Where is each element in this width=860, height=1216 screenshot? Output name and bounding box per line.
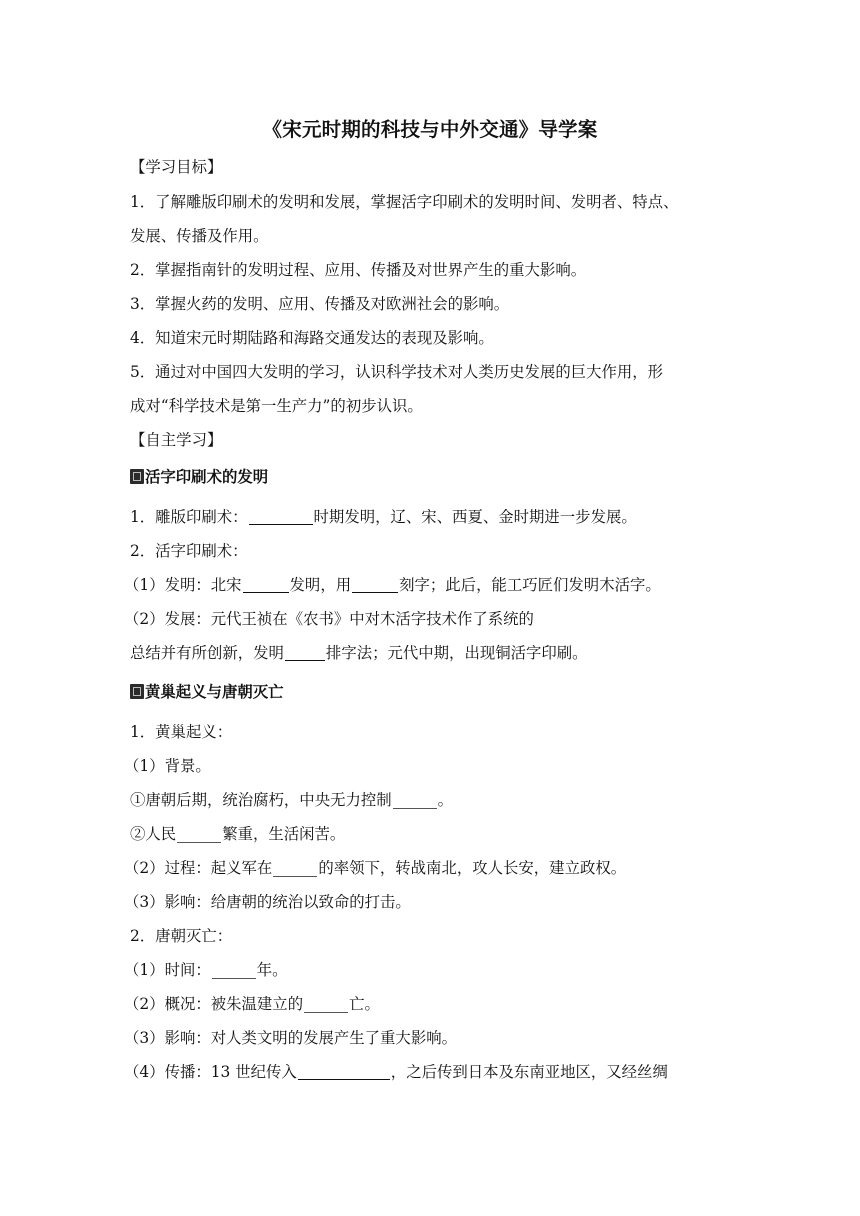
fill-blank[interactable]	[304, 998, 348, 1013]
text-span: 发明，用	[289, 576, 352, 594]
goals-heading: 【学习目标】	[130, 158, 223, 176]
text-span: 刻字；此后，能工巧匠们发明木活字。	[399, 576, 661, 594]
huangchao-line-3	[130, 790, 453, 810]
text-span: 。	[437, 791, 454, 809]
fill-blank[interactable]	[393, 794, 437, 809]
goal-line-3: 2．掌握指南针的发明过程、应用、传播及对世界产生的重大影响。	[130, 261, 587, 279]
text-span: 排字法；元代中期，出现铜活字印刷。	[325, 644, 588, 662]
printing-line-4: （2）发展：元代王祯在《农书》中对木活字技术作了系统的	[124, 610, 534, 628]
goal-line-6: 5．通过对中国四大发明的学习，认识科学技术对人类历史发展的巨大作用，形	[130, 363, 664, 381]
printing-line-5	[130, 643, 588, 663]
huangchao-line-2: （1）背景。	[124, 757, 211, 775]
huangchao-line-1: 1．黄巢起义：	[130, 723, 233, 741]
huangchao-line-9	[124, 994, 380, 1014]
text-span: 时期发明，辽、宋、西夏、金时期进一步发展。	[313, 508, 637, 526]
text-span: 亡。	[349, 995, 380, 1013]
printing-line-1	[130, 507, 637, 527]
text-span: ①唐朝后期，统治腐朽，中央无力控制	[130, 791, 392, 809]
huangchao-line-11	[124, 1062, 668, 1082]
text-span: （2）过程：起义军在	[124, 859, 273, 877]
section-heading-printing	[130, 467, 268, 487]
self-study-heading: 【自主学习】	[130, 431, 223, 449]
text-span: 年。	[256, 961, 288, 979]
goal-line-5: 4．知道宋元时期陆路和海路交通发达的表现及影响。	[130, 329, 494, 347]
page-title: 《宋元时期的科技与中外交通》导学案	[262, 118, 598, 141]
fill-blank[interactable]	[298, 1064, 390, 1080]
text-span: 繁重，生活闲苦。	[222, 825, 346, 843]
fill-blank[interactable]	[352, 577, 398, 593]
section-marker-icon	[130, 684, 144, 699]
printing-line-3	[124, 575, 661, 595]
text-span: 的率领下，转战南北，攻人长安，建立政权。	[318, 859, 627, 877]
text-span: 总结并有所创新，发明	[130, 644, 284, 662]
text-span: （2）概况：被朱温建立的	[124, 995, 304, 1013]
huangchao-line-6: （3）影响：给唐朝的统治以致命的打击。	[124, 893, 411, 911]
fill-blank[interactable]	[249, 509, 313, 525]
huangchao-line-5	[124, 858, 626, 878]
text-span: ，之后传到日本及东南亚地区，又经丝绸	[390, 1063, 668, 1081]
text-span: ②人民	[130, 825, 177, 843]
section-title: 活字印刷术的发明	[145, 468, 269, 486]
fill-blank[interactable]	[273, 862, 317, 877]
huangchao-line-8	[124, 960, 288, 980]
huangchao-line-4	[130, 824, 345, 844]
huangchao-line-7: 2．唐朝灭亡：	[130, 927, 233, 945]
text-span: 1．雕版印刷术：	[130, 508, 248, 526]
printing-line-2: 2．活字印刷术：	[130, 542, 248, 560]
goal-line-2: 发展、传播及作用。	[130, 227, 269, 245]
text-span: （1）发明：北宋	[124, 576, 242, 594]
goal-line-7: 成对“科学技术是第一生产力”的初步认识。	[130, 397, 423, 415]
section-heading-huangchao	[130, 682, 284, 702]
fill-blank[interactable]	[243, 577, 289, 593]
text-span: （4）传播：13 世纪传入	[124, 1063, 297, 1081]
goal-line-4: 3．掌握火药的发明、应用、传播及对欧洲社会的影响。	[130, 295, 510, 313]
text-span: （1）时间：	[124, 961, 211, 979]
huangchao-line-10: （3）影响：对人类文明的发展产生了重大影响。	[124, 1029, 457, 1047]
section-marker-icon	[130, 469, 144, 484]
fill-blank[interactable]	[177, 828, 221, 843]
goal-line-1: 1．了解雕版印刷术的发明和发展，掌握活字印刷术的发明时间、发明者、特点、	[130, 193, 679, 211]
section-title: 黄巢起义与唐朝灭亡	[145, 683, 284, 701]
fill-blank[interactable]	[285, 645, 325, 661]
fill-blank[interactable]	[212, 964, 256, 979]
